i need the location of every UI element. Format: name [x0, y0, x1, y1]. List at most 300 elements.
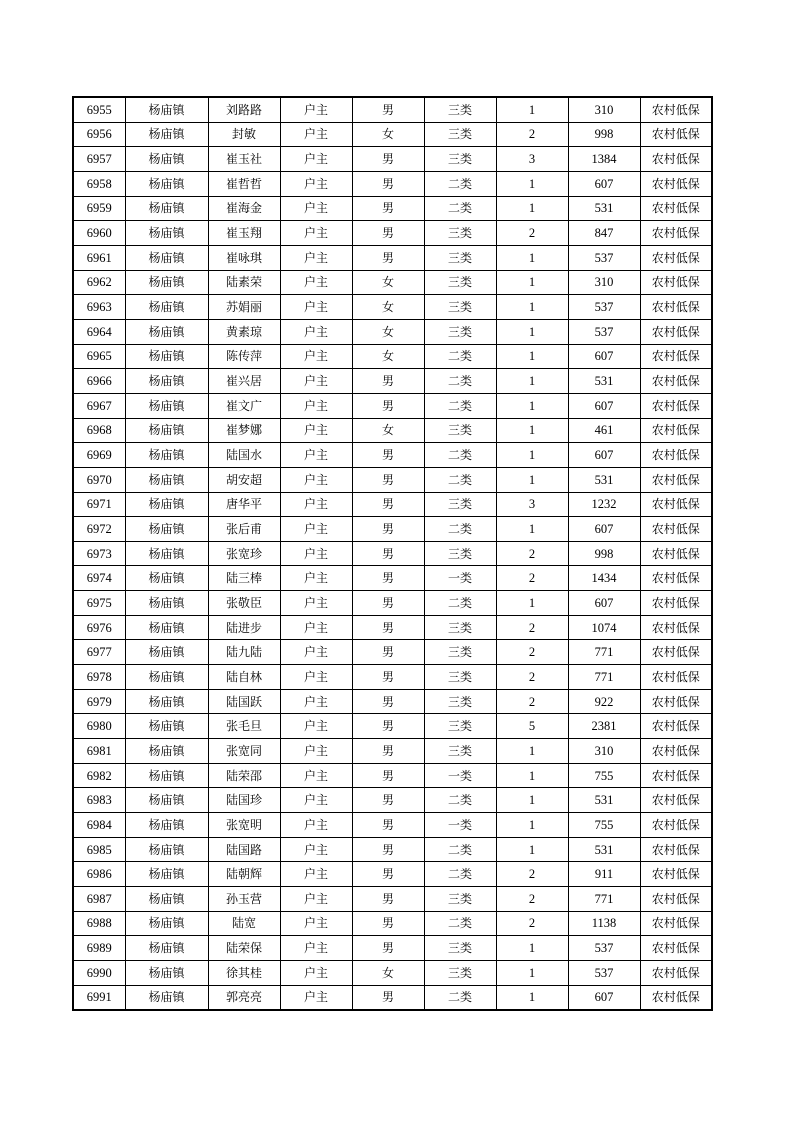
relation-cell: 户主 [280, 788, 352, 813]
category-cell: 一类 [424, 566, 496, 591]
amount-cell: 531 [568, 788, 640, 813]
aid-type-cell: 农村低保 [640, 295, 712, 320]
amount-cell: 461 [568, 418, 640, 443]
aid-type-cell: 农村低保 [640, 393, 712, 418]
aid-type-cell: 农村低保 [640, 887, 712, 912]
members-cell: 1 [496, 739, 568, 764]
amount-cell: 607 [568, 344, 640, 369]
amount-cell: 1074 [568, 615, 640, 640]
table-row [73, 714, 712, 739]
serial-cell: 6990 [73, 960, 125, 985]
name-cell: 胡安超 [208, 467, 280, 492]
aid-type-cell: 农村低保 [640, 467, 712, 492]
town-cell: 杨庙镇 [125, 714, 208, 739]
gender-cell: 男 [352, 147, 424, 172]
table-row [73, 862, 712, 887]
gender-cell: 男 [352, 936, 424, 961]
name-cell: 陆素荣 [208, 270, 280, 295]
town-cell: 杨庙镇 [125, 689, 208, 714]
town-cell: 杨庙镇 [125, 640, 208, 665]
table-row [73, 270, 712, 295]
gender-cell: 男 [352, 245, 424, 270]
amount-cell: 847 [568, 221, 640, 246]
category-cell: 二类 [424, 911, 496, 936]
members-cell: 1 [496, 936, 568, 961]
serial-cell: 6985 [73, 837, 125, 862]
serial-cell: 6986 [73, 862, 125, 887]
town-cell: 杨庙镇 [125, 147, 208, 172]
gender-cell: 男 [352, 911, 424, 936]
name-cell: 陆国珍 [208, 788, 280, 813]
gender-cell: 男 [352, 591, 424, 616]
serial-cell: 6966 [73, 369, 125, 394]
name-cell: 陆进步 [208, 615, 280, 640]
serial-cell: 6979 [73, 689, 125, 714]
category-cell: 三类 [424, 122, 496, 147]
aid-type-cell: 农村低保 [640, 665, 712, 690]
table-row [73, 171, 712, 196]
relation-cell: 户主 [280, 517, 352, 542]
aid-type-cell: 农村低保 [640, 960, 712, 985]
amount-cell: 607 [568, 171, 640, 196]
roster-table [72, 96, 713, 1011]
aid-type-cell: 农村低保 [640, 640, 712, 665]
name-cell: 郭亮亮 [208, 985, 280, 1010]
category-cell: 二类 [424, 467, 496, 492]
members-cell: 1 [496, 319, 568, 344]
members-cell: 1 [496, 171, 568, 196]
gender-cell: 男 [352, 640, 424, 665]
amount-cell: 537 [568, 960, 640, 985]
aid-type-cell: 农村低保 [640, 492, 712, 517]
relation-cell: 户主 [280, 443, 352, 468]
relation-cell: 户主 [280, 665, 352, 690]
amount-cell: 998 [568, 122, 640, 147]
members-cell: 2 [496, 862, 568, 887]
town-cell: 杨庙镇 [125, 788, 208, 813]
serial-cell: 6981 [73, 739, 125, 764]
members-cell: 2 [496, 689, 568, 714]
members-cell: 3 [496, 492, 568, 517]
category-cell: 三类 [424, 714, 496, 739]
serial-cell: 6969 [73, 443, 125, 468]
roster-body [73, 97, 712, 1010]
name-cell: 崔玉翔 [208, 221, 280, 246]
amount-cell: 1384 [568, 147, 640, 172]
name-cell: 张宽明 [208, 813, 280, 838]
name-cell: 张敬臣 [208, 591, 280, 616]
members-cell: 1 [496, 837, 568, 862]
gender-cell: 女 [352, 270, 424, 295]
name-cell: 崔咏琪 [208, 245, 280, 270]
gender-cell: 男 [352, 714, 424, 739]
amount-cell: 531 [568, 837, 640, 862]
town-cell: 杨庙镇 [125, 541, 208, 566]
table-row [73, 369, 712, 394]
name-cell: 陆朝辉 [208, 862, 280, 887]
name-cell: 张宽同 [208, 739, 280, 764]
table-row [73, 763, 712, 788]
serial-cell: 6955 [73, 97, 125, 122]
category-cell: 二类 [424, 369, 496, 394]
town-cell: 杨庙镇 [125, 393, 208, 418]
relation-cell: 户主 [280, 960, 352, 985]
members-cell: 1 [496, 196, 568, 221]
table-row [73, 344, 712, 369]
amount-cell: 1138 [568, 911, 640, 936]
relation-cell: 户主 [280, 171, 352, 196]
town-cell: 杨庙镇 [125, 344, 208, 369]
relation-cell: 户主 [280, 813, 352, 838]
category-cell: 三类 [424, 665, 496, 690]
name-cell: 陆九陆 [208, 640, 280, 665]
relation-cell: 户主 [280, 245, 352, 270]
name-cell: 崔哲哲 [208, 171, 280, 196]
aid-type-cell: 农村低保 [640, 985, 712, 1010]
gender-cell: 男 [352, 566, 424, 591]
aid-type-cell: 农村低保 [640, 517, 712, 542]
amount-cell: 771 [568, 665, 640, 690]
gender-cell: 男 [352, 492, 424, 517]
serial-cell: 6984 [73, 813, 125, 838]
gender-cell: 男 [352, 862, 424, 887]
members-cell: 2 [496, 665, 568, 690]
amount-cell: 998 [568, 541, 640, 566]
gender-cell: 女 [352, 122, 424, 147]
gender-cell: 男 [352, 393, 424, 418]
amount-cell: 1232 [568, 492, 640, 517]
aid-type-cell: 农村低保 [640, 97, 712, 122]
category-cell: 二类 [424, 171, 496, 196]
serial-cell: 6957 [73, 147, 125, 172]
category-cell: 三类 [424, 221, 496, 246]
amount-cell: 911 [568, 862, 640, 887]
table-row [73, 689, 712, 714]
gender-cell: 男 [352, 615, 424, 640]
category-cell: 二类 [424, 344, 496, 369]
table-row [73, 665, 712, 690]
town-cell: 杨庙镇 [125, 960, 208, 985]
aid-type-cell: 农村低保 [640, 319, 712, 344]
aid-type-cell: 农村低保 [640, 689, 712, 714]
aid-type-cell: 农村低保 [640, 591, 712, 616]
gender-cell: 女 [352, 344, 424, 369]
town-cell: 杨庙镇 [125, 221, 208, 246]
amount-cell: 537 [568, 245, 640, 270]
amount-cell: 2381 [568, 714, 640, 739]
members-cell: 2 [496, 911, 568, 936]
relation-cell: 户主 [280, 319, 352, 344]
table-row [73, 985, 712, 1010]
category-cell: 二类 [424, 985, 496, 1010]
gender-cell: 男 [352, 221, 424, 246]
amount-cell: 531 [568, 196, 640, 221]
relation-cell: 户主 [280, 467, 352, 492]
name-cell: 陆荣保 [208, 936, 280, 961]
town-cell: 杨庙镇 [125, 739, 208, 764]
gender-cell: 男 [352, 739, 424, 764]
category-cell: 二类 [424, 837, 496, 862]
name-cell: 陆国跃 [208, 689, 280, 714]
category-cell: 二类 [424, 393, 496, 418]
members-cell: 1 [496, 591, 568, 616]
town-cell: 杨庙镇 [125, 270, 208, 295]
table-row [73, 517, 712, 542]
gender-cell: 女 [352, 295, 424, 320]
members-cell: 1 [496, 393, 568, 418]
serial-cell: 6967 [73, 393, 125, 418]
members-cell: 1 [496, 960, 568, 985]
relation-cell: 户主 [280, 739, 352, 764]
table-row [73, 837, 712, 862]
serial-cell: 6977 [73, 640, 125, 665]
serial-cell: 6968 [73, 418, 125, 443]
aid-type-cell: 农村低保 [640, 270, 712, 295]
amount-cell: 771 [568, 887, 640, 912]
table-row [73, 443, 712, 468]
town-cell: 杨庙镇 [125, 566, 208, 591]
relation-cell: 户主 [280, 344, 352, 369]
category-cell: 三类 [424, 936, 496, 961]
name-cell: 陆国路 [208, 837, 280, 862]
category-cell: 三类 [424, 295, 496, 320]
name-cell: 张后甫 [208, 517, 280, 542]
town-cell: 杨庙镇 [125, 492, 208, 517]
members-cell: 2 [496, 122, 568, 147]
members-cell: 2 [496, 640, 568, 665]
town-cell: 杨庙镇 [125, 665, 208, 690]
aid-type-cell: 农村低保 [640, 369, 712, 394]
town-cell: 杨庙镇 [125, 171, 208, 196]
relation-cell: 户主 [280, 615, 352, 640]
relation-cell: 户主 [280, 985, 352, 1010]
relation-cell: 户主 [280, 862, 352, 887]
relation-cell: 户主 [280, 270, 352, 295]
serial-cell: 6973 [73, 541, 125, 566]
aid-type-cell: 农村低保 [640, 615, 712, 640]
table-row [73, 911, 712, 936]
amount-cell: 537 [568, 319, 640, 344]
category-cell: 三类 [424, 640, 496, 665]
relation-cell: 户主 [280, 763, 352, 788]
category-cell: 三类 [424, 739, 496, 764]
serial-cell: 6976 [73, 615, 125, 640]
name-cell: 陆荣邵 [208, 763, 280, 788]
members-cell: 2 [496, 221, 568, 246]
gender-cell: 男 [352, 813, 424, 838]
serial-cell: 6989 [73, 936, 125, 961]
serial-cell: 6972 [73, 517, 125, 542]
aid-type-cell: 农村低保 [640, 813, 712, 838]
amount-cell: 1434 [568, 566, 640, 591]
name-cell: 陆宽 [208, 911, 280, 936]
relation-cell: 户主 [280, 640, 352, 665]
serial-cell: 6974 [73, 566, 125, 591]
gender-cell: 男 [352, 171, 424, 196]
town-cell: 杨庙镇 [125, 911, 208, 936]
members-cell: 1 [496, 985, 568, 1010]
aid-type-cell: 农村低保 [640, 147, 712, 172]
members-cell: 1 [496, 97, 568, 122]
table-row [73, 739, 712, 764]
serial-cell: 6988 [73, 911, 125, 936]
relation-cell: 户主 [280, 837, 352, 862]
serial-cell: 6980 [73, 714, 125, 739]
town-cell: 杨庙镇 [125, 196, 208, 221]
amount-cell: 531 [568, 369, 640, 394]
name-cell: 张毛旦 [208, 714, 280, 739]
aid-type-cell: 农村低保 [640, 443, 712, 468]
category-cell: 三类 [424, 615, 496, 640]
members-cell: 3 [496, 147, 568, 172]
gender-cell: 男 [352, 467, 424, 492]
aid-type-cell: 农村低保 [640, 714, 712, 739]
members-cell: 5 [496, 714, 568, 739]
amount-cell: 607 [568, 443, 640, 468]
name-cell: 唐华平 [208, 492, 280, 517]
relation-cell: 户主 [280, 566, 352, 591]
town-cell: 杨庙镇 [125, 837, 208, 862]
table-row [73, 122, 712, 147]
table-row [73, 887, 712, 912]
serial-cell: 6991 [73, 985, 125, 1010]
town-cell: 杨庙镇 [125, 887, 208, 912]
town-cell: 杨庙镇 [125, 591, 208, 616]
town-cell: 杨庙镇 [125, 985, 208, 1010]
amount-cell: 607 [568, 985, 640, 1010]
aid-type-cell: 农村低保 [640, 418, 712, 443]
amount-cell: 607 [568, 517, 640, 542]
serial-cell: 6982 [73, 763, 125, 788]
serial-cell: 6958 [73, 171, 125, 196]
category-cell: 二类 [424, 862, 496, 887]
category-cell: 三类 [424, 97, 496, 122]
serial-cell: 6987 [73, 887, 125, 912]
aid-type-cell: 农村低保 [640, 763, 712, 788]
table-row [73, 541, 712, 566]
serial-cell: 6963 [73, 295, 125, 320]
members-cell: 2 [496, 541, 568, 566]
relation-cell: 户主 [280, 97, 352, 122]
relation-cell: 户主 [280, 591, 352, 616]
amount-cell: 607 [568, 393, 640, 418]
category-cell: 三类 [424, 541, 496, 566]
category-cell: 二类 [424, 443, 496, 468]
serial-cell: 6956 [73, 122, 125, 147]
town-cell: 杨庙镇 [125, 936, 208, 961]
gender-cell: 男 [352, 887, 424, 912]
relation-cell: 户主 [280, 541, 352, 566]
name-cell: 陈传萍 [208, 344, 280, 369]
members-cell: 2 [496, 566, 568, 591]
relation-cell: 户主 [280, 492, 352, 517]
relation-cell: 户主 [280, 418, 352, 443]
members-cell: 1 [496, 418, 568, 443]
aid-type-cell: 农村低保 [640, 566, 712, 591]
relation-cell: 户主 [280, 887, 352, 912]
gender-cell: 男 [352, 689, 424, 714]
serial-cell: 6970 [73, 467, 125, 492]
relation-cell: 户主 [280, 196, 352, 221]
serial-cell: 6978 [73, 665, 125, 690]
amount-cell: 755 [568, 763, 640, 788]
town-cell: 杨庙镇 [125, 763, 208, 788]
members-cell: 1 [496, 467, 568, 492]
category-cell: 三类 [424, 960, 496, 985]
serial-cell: 6960 [73, 221, 125, 246]
category-cell: 二类 [424, 196, 496, 221]
category-cell: 三类 [424, 418, 496, 443]
name-cell: 崔玉社 [208, 147, 280, 172]
relation-cell: 户主 [280, 689, 352, 714]
town-cell: 杨庙镇 [125, 295, 208, 320]
members-cell: 1 [496, 369, 568, 394]
town-cell: 杨庙镇 [125, 369, 208, 394]
aid-type-cell: 农村低保 [640, 837, 712, 862]
aid-type-cell: 农村低保 [640, 344, 712, 369]
gender-cell: 女 [352, 319, 424, 344]
members-cell: 1 [496, 443, 568, 468]
amount-cell: 922 [568, 689, 640, 714]
gender-cell: 男 [352, 763, 424, 788]
members-cell: 1 [496, 295, 568, 320]
aid-type-cell: 农村低保 [640, 936, 712, 961]
relation-cell: 户主 [280, 911, 352, 936]
gender-cell: 男 [352, 541, 424, 566]
gender-cell: 女 [352, 960, 424, 985]
amount-cell: 531 [568, 467, 640, 492]
gender-cell: 男 [352, 788, 424, 813]
category-cell: 三类 [424, 147, 496, 172]
table-row [73, 393, 712, 418]
town-cell: 杨庙镇 [125, 813, 208, 838]
town-cell: 杨庙镇 [125, 319, 208, 344]
table-row [73, 467, 712, 492]
amount-cell: 771 [568, 640, 640, 665]
name-cell: 徐其桂 [208, 960, 280, 985]
category-cell: 三类 [424, 319, 496, 344]
gender-cell: 男 [352, 97, 424, 122]
gender-cell: 男 [352, 665, 424, 690]
town-cell: 杨庙镇 [125, 862, 208, 887]
name-cell: 陆国水 [208, 443, 280, 468]
table-row [73, 615, 712, 640]
category-cell: 三类 [424, 270, 496, 295]
relation-cell: 户主 [280, 714, 352, 739]
relation-cell: 户主 [280, 369, 352, 394]
gender-cell: 男 [352, 837, 424, 862]
members-cell: 2 [496, 615, 568, 640]
aid-type-cell: 农村低保 [640, 196, 712, 221]
name-cell: 黄素琼 [208, 319, 280, 344]
town-cell: 杨庙镇 [125, 615, 208, 640]
gender-cell: 男 [352, 369, 424, 394]
aid-type-cell: 农村低保 [640, 171, 712, 196]
table-row [73, 788, 712, 813]
table-row [73, 813, 712, 838]
name-cell: 崔兴居 [208, 369, 280, 394]
amount-cell: 310 [568, 97, 640, 122]
table-row [73, 640, 712, 665]
table-row [73, 936, 712, 961]
name-cell: 张宽珍 [208, 541, 280, 566]
aid-type-cell: 农村低保 [640, 122, 712, 147]
aid-type-cell: 农村低保 [640, 541, 712, 566]
table-row [73, 960, 712, 985]
table-row [73, 566, 712, 591]
table-row [73, 245, 712, 270]
table-row [73, 319, 712, 344]
